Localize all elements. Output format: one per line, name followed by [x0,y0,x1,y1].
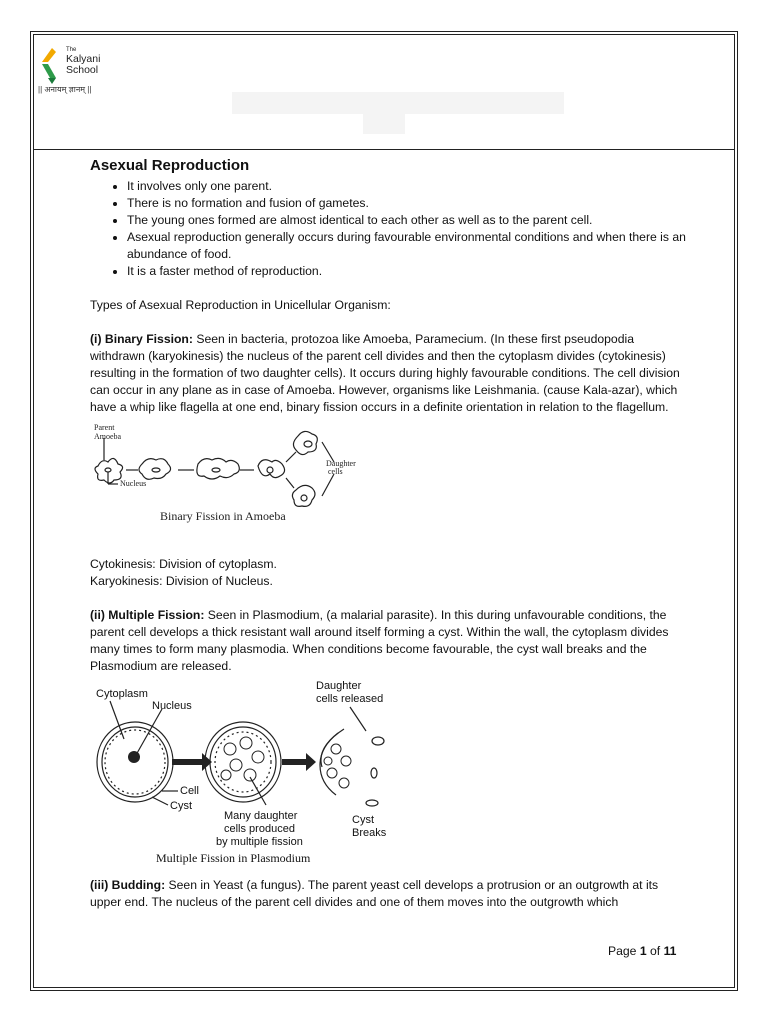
binary-fission-text: Seen in bacteria, protozoa like Amoeba, Paramecium. (In these first pseudopodia withdrawn (karyokinesis) the nucleus of the parent cell divides and then the cytoplasm divides (cytokinesis) resulting in the formation of two daughter cells). It occurs during highly favourable conditions. The cell division can occur in any plane as in case of Amoeba. However, organisms like Leishmania. (cause Kala-azar), which have a whip like flagella at one end, binary fission occurs in a definite orientation in relation to the flagellum. [90,332,680,414]
fig1-parent-label: Parent [94,423,115,432]
section-title: Asexual Reproduction [90,157,250,174]
header-divider [33,149,735,150]
cytokinesis-line: Cytokinesis: Division of cytoplasm. [90,557,277,571]
karyokinesis-line: Karyokinesis: Division of Nucleus. [90,574,273,588]
bullet-list [90,178,690,280]
footer-page-word: Page [608,944,640,958]
multiple-fission-paragraph [90,607,690,675]
fig2-nucleus-label: Nucleus [152,700,192,712]
fig1-nucleus-label: Nucleus [120,479,147,488]
bullet-item: • The young ones formed are almost identical to each other as well as to the parent cell. [127,212,690,229]
fig1-amoeba-label: Amoeba [94,432,122,441]
logo-motto: || अनायम् ज्ञानम् || [38,85,92,94]
fig1-caption: Binary Fission in Amoeba [160,509,286,523]
budding-paragraph [90,877,690,911]
page-content [90,156,690,911]
logo-line2: School [66,64,99,76]
logo-line1: Kalyani [66,53,101,65]
bullet-item: • It is a faster method of reproduction. [127,263,690,280]
logo-the: The [66,47,77,53]
budding-label: (iii) Budding: [90,878,166,892]
budding-text: Seen in Yeast (a fungus). The parent yeast cell develops a protrusion or an outgrowth at its upper end. The nucleus of the parent cell divides and one of them moves into the outgrowth which [90,878,659,909]
bullet-item: • Asexual reproduction generally occurs during favourable environmental conditions and when there is an abundance of food. [127,229,690,263]
fig2-daughter2: cells released [316,693,384,705]
fig2-daughter1: Daughter [316,680,362,692]
fig2-cell-label: Cell [180,785,199,797]
footer-current-page: 1 [639,944,647,958]
fig2-caption: Multiple Fission in Plasmodium [156,851,311,865]
fig1-daughter-label: Daughter [326,459,356,468]
fig2-many3: by multiple fission [216,836,303,848]
multiple-fission-text: Seen in Plasmodium, (a malarial parasite). In this during unfavourable conditions, the parent cell develops a thick resistant wall around itself forming a cyst. Within the wall, the cytoplasm divides many times to form many plasmodia. When conditions become favourable, the cyst wall breaks and the Plasmodium are released. [90,608,669,673]
fig2-breaks: Breaks [352,827,387,839]
fig2-cyst2: Cyst [352,814,374,826]
fig2-cyst-label: Cyst [170,800,192,812]
bullet-item: • There is no formation and fusion of gametes. [127,195,690,212]
footer-of-word: of [646,944,664,958]
redacted-header-box [363,114,405,134]
fig2-many1: Many daughter [224,810,298,822]
page-footer [608,944,676,958]
binary-fission-label: (i) Binary Fission: [90,332,193,346]
multiple-fission-label: (ii) Multiple Fission: [90,608,205,622]
fig2-cytoplasm-label: Cytoplasm [96,688,148,700]
redacted-header-bar [232,92,564,114]
multiple-fission-diagram [90,679,410,865]
binary-fission-diagram [90,422,380,542]
binary-fission-paragraph [90,331,690,416]
footer-total-pages: 11 [663,944,677,958]
fig2-many2: cells produced [224,823,295,835]
bullet-item: • It involves only one parent. [127,178,690,195]
school-logo-text [66,47,100,76]
types-intro: Types of Asexual Reproduction in Unicellular Organism: [90,298,391,312]
fig1-cells-label: cells [328,467,343,476]
